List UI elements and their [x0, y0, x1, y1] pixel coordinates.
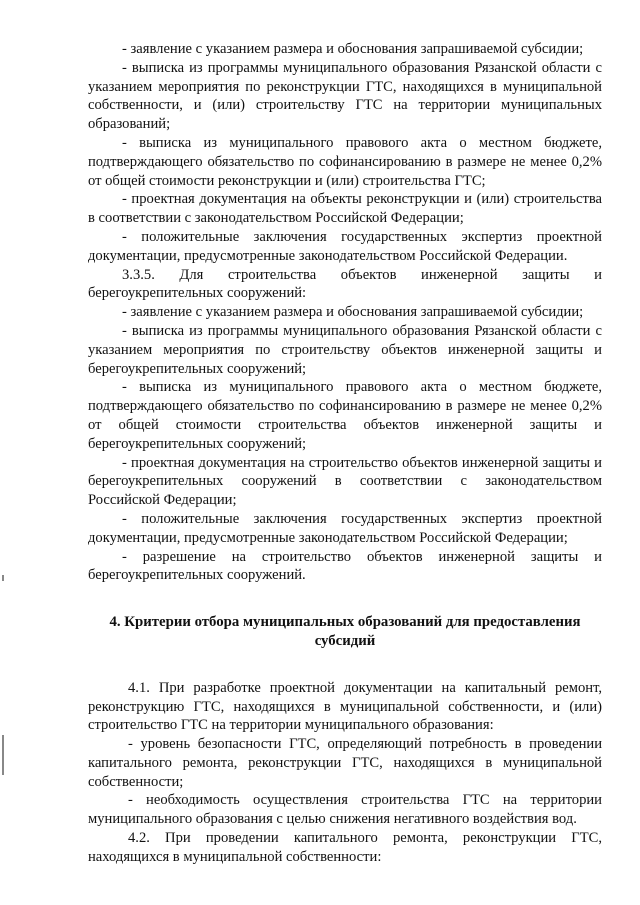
list-item: - разрешение на строительство объектов инженерной защиты и берегоукрепительных сооружений. — [88, 548, 602, 584]
document-page — [88, 40, 602, 867]
list-item: - выписка из муниципального правового акта о местном бюджете, подтверждающего обязательство по софинансированию в размере не менее 0,2% от общей стоимости строительства объектов инженерной защиты и берегоукрепительных сооружений; — [88, 379, 602, 452]
clause-4-1: 4.1. При разработке проектной документации на капитальный ремонт, реконструкцию ГТС, находящихся в муниципальной собственности, и (или) строительство ГТС на территории муниципального образования: — [88, 679, 602, 734]
scan-artifact — [2, 575, 4, 581]
list-item: - необходимость осуществления строительства ГТС на территории муниципального образования с целью снижения негативного воздействия вод. — [88, 792, 602, 828]
clause-4-2: 4.2. При проведении капитального ремонта, реконструкции ГТС, находящихся в муниципальной собственности: — [88, 830, 602, 865]
list-item: - выписка из муниципального правового акта о местном бюджете, подтверждающего обязательство по софинансированию в размере не менее 0,2% от общей стоимости реконструкции и (или) строительства ГТС; — [88, 134, 602, 189]
list-item: - выписка из программы муниципального образования Рязанской области с указанием мероприятия по строительству объектов инженерной защиты и берегоукрепительных сооружений; — [88, 322, 602, 377]
list-item: - уровень безопасности ГТС, определяющий потребность в проведении капитального ремонта, реконструкции ГТС, находящихся в муниципальной собственности; — [88, 736, 602, 790]
list-item: - положительные заключения государственных экспертиз проектной документации, предусмотренные законодательством Российской Федерации; — [88, 510, 602, 546]
list-item: - проектная документация на строительство объектов инженерной защиты и берегоукрепительных сооружений в соответствии с законодательством Российской Федерации; — [88, 454, 602, 509]
list-item: - выписка из программы муниципального образования Рязанской области с указанием мероприятия по реконструкции ГТС, находящихся в муниципальной собственности, и (или) строительству ГТС на территории муниципальных образований; — [88, 59, 602, 133]
list-item: - заявление с указанием размера и обоснования запрашиваемой субсидии; — [122, 304, 584, 321]
list-item: - проектная документация на объекты реконструкции и (или) строительства в соответствии с законодательством Российской Федерации; — [88, 191, 602, 227]
list-item: - заявление с указанием размера и обоснования запрашиваемой субсидии; — [122, 41, 584, 57]
list-item: - положительные заключения государственных экспертиз проектной документации, предусмотренные законодательством Российской Федерации. — [88, 228, 602, 264]
scan-artifact — [2, 735, 4, 775]
clause-3-3-5: 3.3.5. Для строительства объектов инженерной защиты и берегоукрепительных сооружений: — [88, 266, 602, 302]
section-heading: 4. Критерии отбора муниципальных образований для предоставления субсидий — [109, 614, 581, 649]
